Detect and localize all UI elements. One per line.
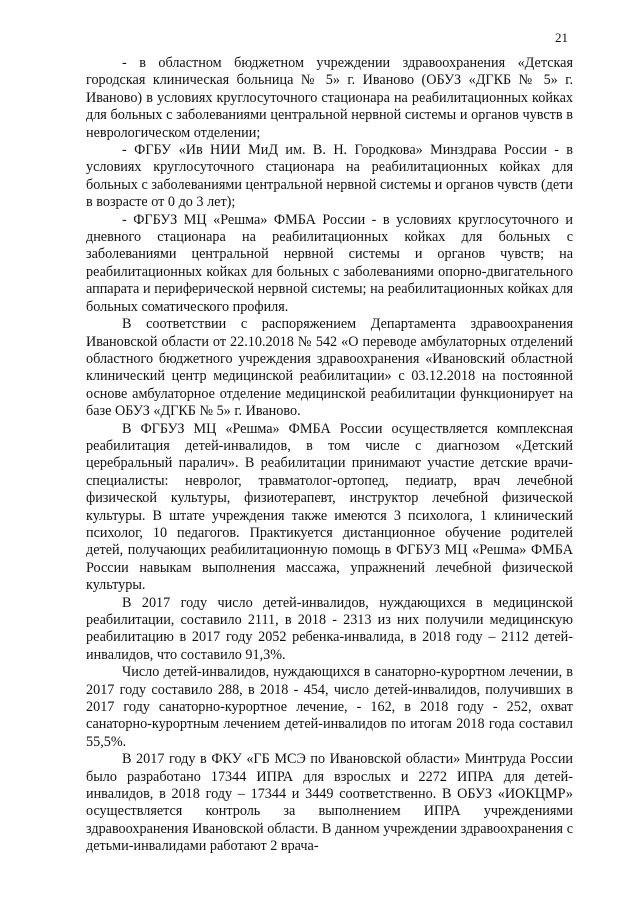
paragraph-3: - ФГБУЗ МЦ «Решма» ФМБА России - в условиях круглосуточного и дневного стационара на реабилитационных койках для больных с заболеваниями центральной нервной системы и органов чувств; на реабилитационных койках для больных с заболеваниями опорно-двигательного аппарата и периферической нервной системы; на реабилитационных койках для больных соматического профиля. — [86, 211, 573, 315]
paragraph-2: - ФГБУ «Ив НИИ МиД им. В. Н. Городкова» Минздрава России - в условиях круглосуточного стационара на реабилитационных койках для больных с заболеваниями центральной нервной системы и органов чувств (дети в возрасте от 0 до 3 лет); — [86, 142, 573, 211]
paragraph-7: Число детей-инвалидов, нуждающихся в санаторно-курортном лечении, в 2017 году составило 288, в 2018 - 454, число детей-инвалидов, получивших в 2017 году санаторно-курортное лечение, - 162, в 2018 году - 252, охват санаторно-курортным лечением детей-инвалидов по итогам 2018 года составил 55,5%. — [86, 664, 573, 750]
paragraph-1: - в областном бюджетном учреждении здравоохранения «Детская городская клиническая больница № 5» г. Иваново (ОБУЗ «ДГКБ № 5» г. Иваново) в условиях круглосуточного стационара на реабилитационных койках для больных с заболеваниями центральной нервной системы и органов чувств в неврологическом отделении; — [86, 55, 573, 141]
paragraph-5: В ФГБУЗ МЦ «Решма» ФМБА России осуществляется комплексная реабилитация детей-инвалидов, в том числе с диагнозом «Детский церебральный паралич». В реабилитации принимают участие детские врачи-специалисты: невролог, травматолог-ортопед, педиатр, врач лечебной физической культуры, физиотерапевт, инструктор лечебной физической культуры. В штате учреждения также имеются 3 психолога, 1 клинический психолог, 10 педагогов. Практикуется дистанционное обучение родителей детей, получающих реабилитационную помощь в ФГБУЗ МЦ «Решма» ФМБА России навыкам выполнения массажа, упражнений лечебной физической культуры. — [86, 420, 573, 594]
document-body — [86, 55, 573, 856]
paragraph-8: В 2017 году в ФКУ «ГБ МСЭ по Ивановской области» Минтруда России было разработано 17344 ИПРА для взрослых и 2272 ИПРА для детей-инвалидов, в 2018 году – 17344 и 3449 соответственно. В ОБУЗ «ИОКЦМР» осуществляется контроль за выполнением ИПРА учреждениями здравоохранения Ивановской области. В данном учреждении здравоохранения с детьми-инвалидами работают 2 врача- — [86, 751, 573, 855]
paragraph-4: В соответствии с распоряжением Департамента здравоохранения Ивановской области от 22.10.2018 № 542 «О переводе амбулаторных отделений областного бюджетного учреждения здравоохранения «Ивановский областной клинический центр медицинской реабилитации» с 03.12.2018 на постоянной основе амбулаторное отделение медицинской реабилитации функционирует на базе ОБУЗ «ДГКБ № 5» г. Иваново. — [86, 316, 573, 420]
paragraph-6: В 2017 году число детей-инвалидов, нуждающихся в медицинской реабилитации, составило 2111, в 2018 - 2313 из них получили медицинскую реабилитацию в 2017 году 2052 ребенка-инвалида, в 2018 году – 2112 детей-инвалидов, что составило 91,3%. — [86, 594, 573, 663]
page-number: 21 — [555, 30, 568, 45]
